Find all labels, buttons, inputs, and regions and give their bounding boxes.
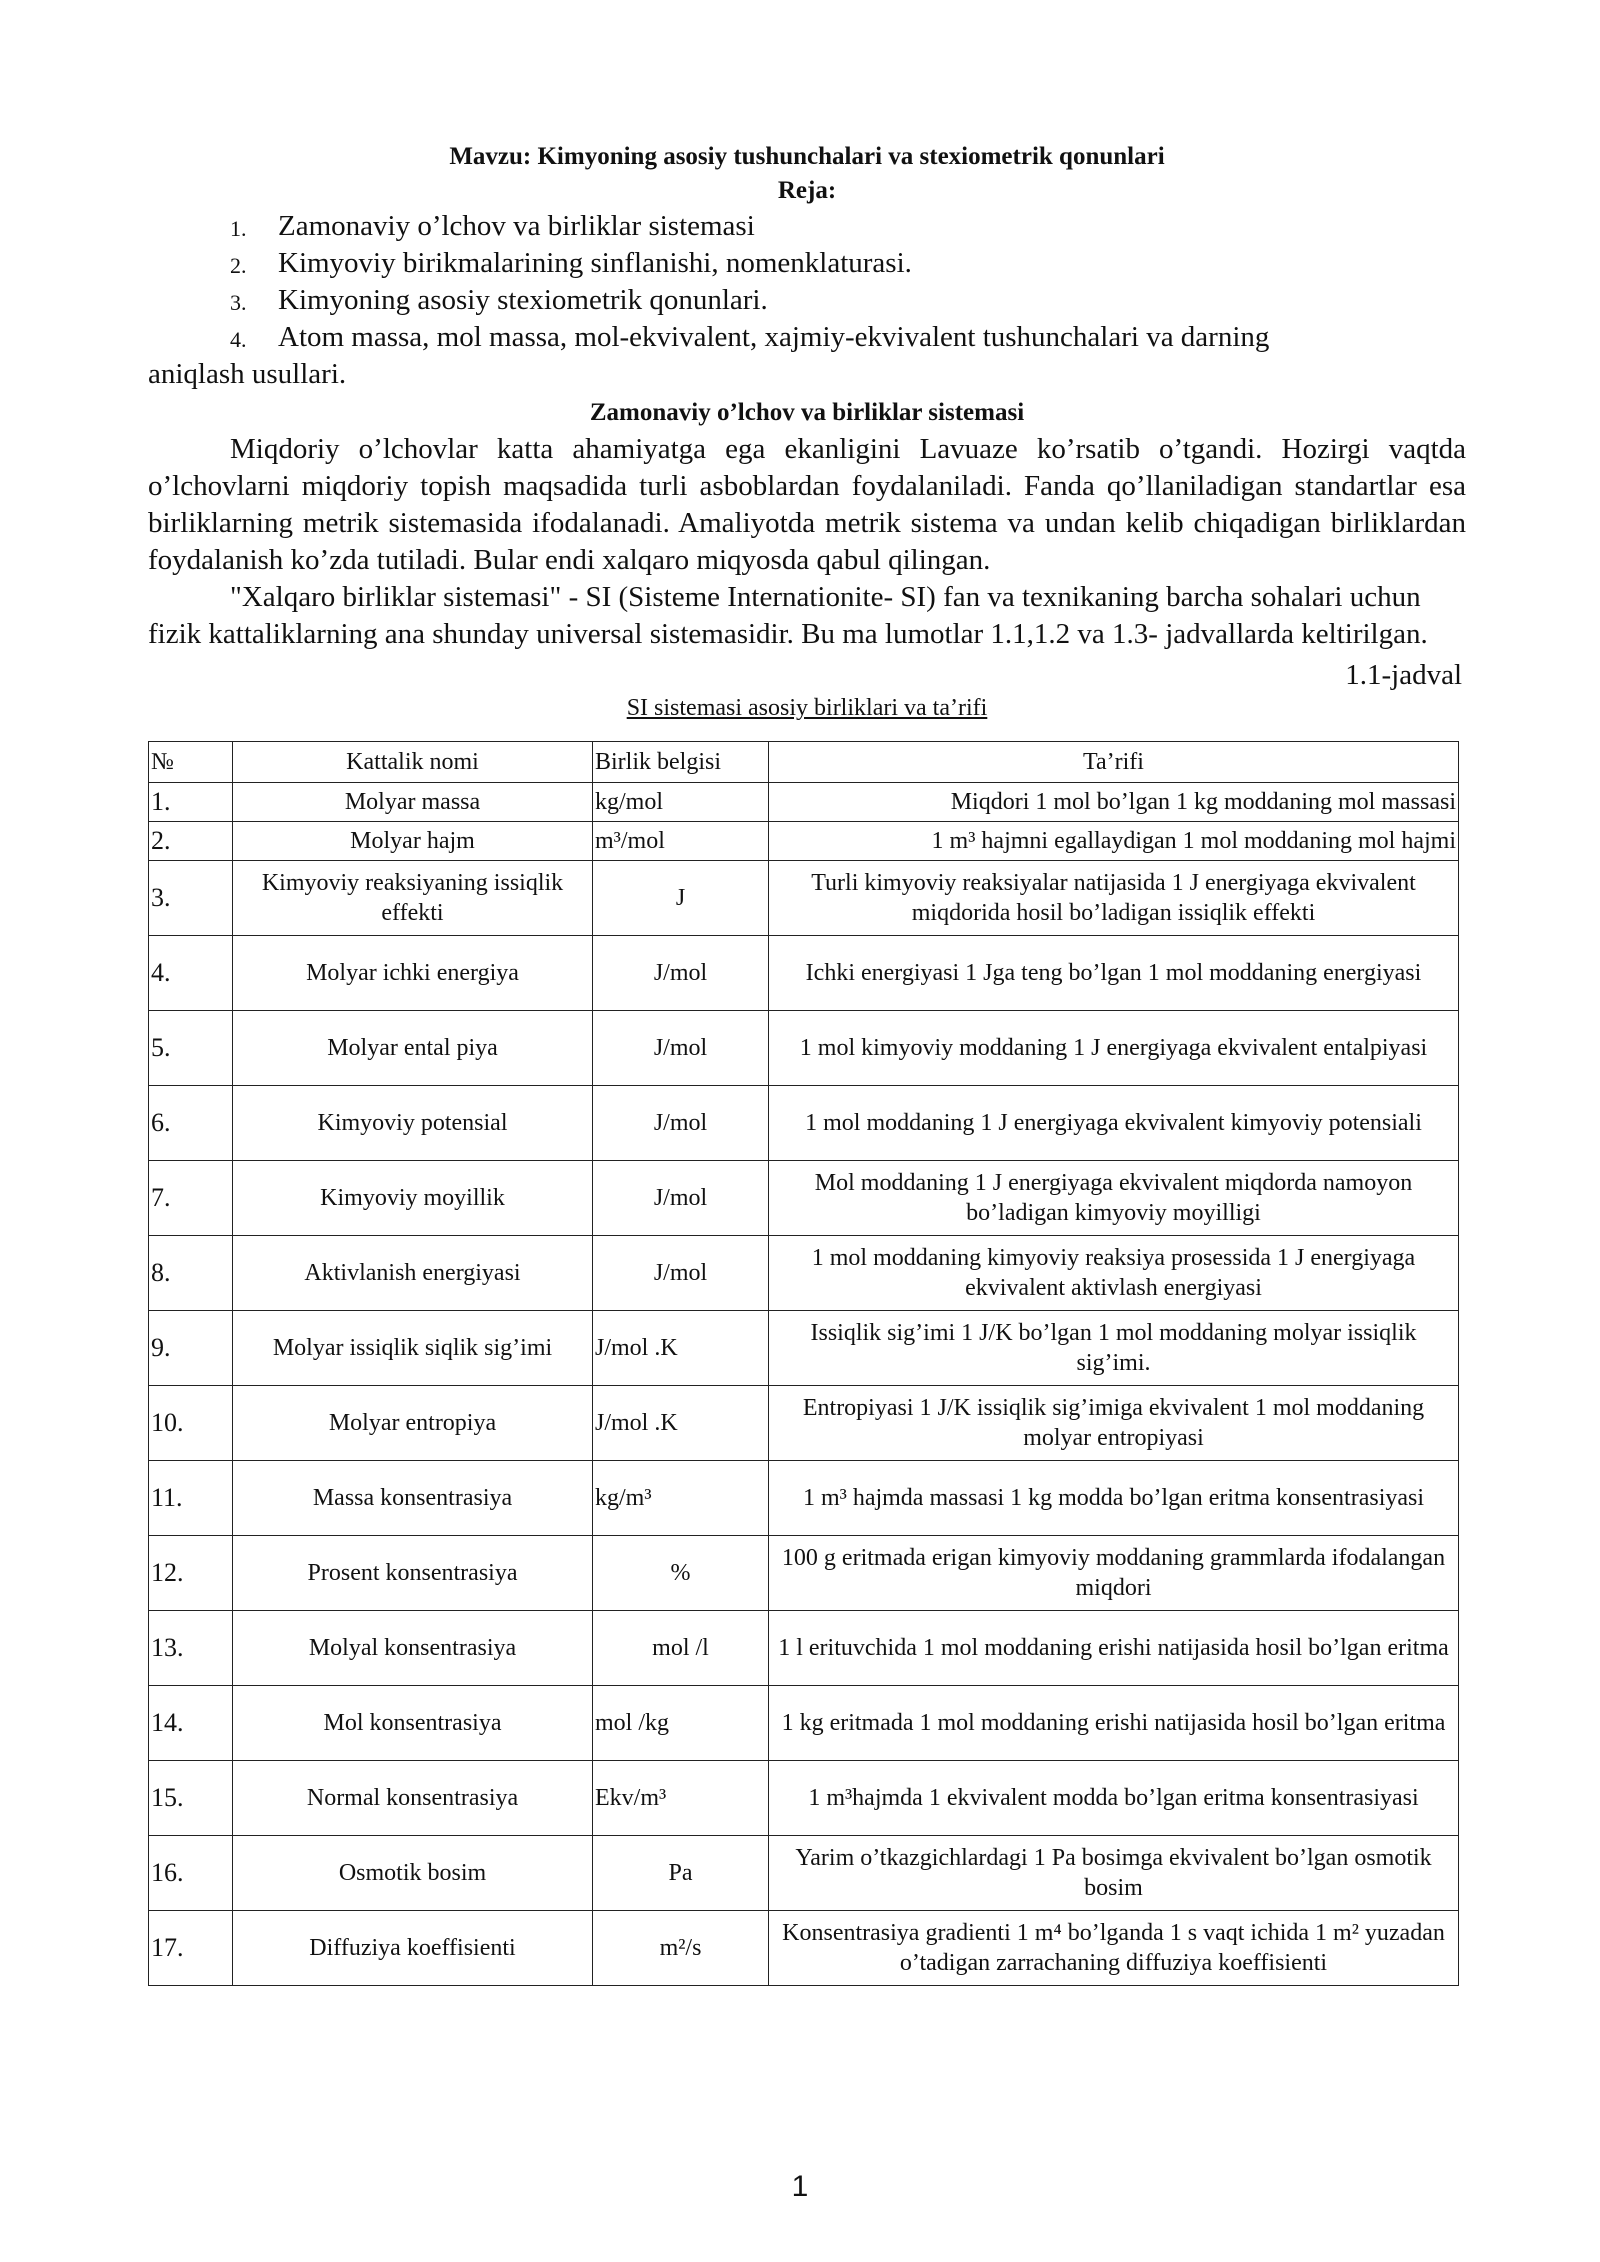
page-number: 1 <box>791 2170 809 2203</box>
row-number: 9. <box>149 1311 233 1386</box>
definition: Turli kimyoviy reaksiyalar natijasida 1 J energiyaga ekvivalent miqdorida hosil bo’ladigan issiqlik effekti <box>769 861 1459 936</box>
definition: 1 m³ hajmda massasi 1 kg modda bo’lgan eritma konsentrasiyasi <box>769 1461 1459 1536</box>
table-row <box>149 1836 1459 1911</box>
table-row <box>149 1011 1459 1086</box>
plan-item-number: 2. <box>230 253 247 278</box>
paragraph: Miqdoriy o’lchovlar katta ahamiyatga ega ekanligini Lavuaze ko’rsatib o’tgandi. Hozirgi vaqtda o’lchovlarni miqdoriy topish maqsadida turli asboblardan foydalaniladi. Fanda qo’llaniladigan standartlar esa birliklarning metrik sistemasida ifodalanadi. Amaliyotda metrik sistema va undan kelib chiqadigan birliklardan foydalanish ko’zda tutiladi. Bular endi xalqaro miqyosda qabul qilingan. <box>148 433 1466 576</box>
quantity-name: Osmotik bosim <box>233 1836 593 1911</box>
plan-item-text: Zamonaviy o’lchov va birliklar sistemasi <box>278 210 755 242</box>
table-header-row <box>149 742 1459 783</box>
row-number: 15. <box>149 1761 233 1836</box>
plan-item <box>148 208 1466 245</box>
plan-item-number: 3. <box>230 290 247 315</box>
table-row <box>149 822 1459 861</box>
table-row <box>149 1461 1459 1536</box>
plan-item-continuation: aniqlash usullari. <box>148 358 347 390</box>
column-header: № <box>149 742 233 783</box>
definition: 1 mol kimyoviy moddaning 1 J energiyaga ekvivalent entalpiyasi <box>769 1011 1459 1086</box>
row-number: 14. <box>149 1686 233 1761</box>
plan-item-number: 4. <box>230 327 247 352</box>
definition: Konsentrasiya gradienti 1 m⁴ bo’lganda 1 s vaqt ichida 1 m² yuzadan o’tadigan zarrachaning diffuziya koeffisienti <box>769 1911 1459 1986</box>
plan-item <box>148 282 1466 319</box>
unit-symbol: J <box>593 861 769 936</box>
quantity-name: Aktivlanish energiyasi <box>233 1236 593 1311</box>
table-row <box>149 783 1459 822</box>
plan-item-text: Kimyoning asosiy stexiometrik qonunlari. <box>278 284 768 316</box>
row-number: 8. <box>149 1236 233 1311</box>
row-number: 12. <box>149 1536 233 1611</box>
quantity-name: Molyal konsentrasiya <box>233 1611 593 1686</box>
plan-item <box>148 245 1466 282</box>
table-number: 1.1-jadval <box>1345 659 1462 691</box>
table-row <box>149 1161 1459 1236</box>
row-number: 13. <box>149 1611 233 1686</box>
row-number: 4. <box>149 936 233 1011</box>
section-heading: Zamonaviy o’lchov va birliklar sistemasi <box>589 399 1025 426</box>
si-units-table <box>148 741 1459 1986</box>
table-row <box>149 1611 1459 1686</box>
quantity-name: Normal konsentrasiya <box>233 1761 593 1836</box>
column-header: Birlik belgisi <box>593 742 769 783</box>
definition: Ichki energiyasi 1 Jga teng bo’lgan 1 mol moddaning energiyasi <box>769 936 1459 1011</box>
plan-item <box>148 319 1466 393</box>
table-row <box>149 1911 1459 1986</box>
definition: 1 m³ hajmni egallaydigan 1 mol moddaning mol hajmi <box>769 822 1459 861</box>
table-row <box>149 1236 1459 1311</box>
unit-symbol: J/mol .K <box>593 1386 769 1461</box>
unit-symbol: % <box>593 1536 769 1611</box>
table-row <box>149 1686 1459 1761</box>
unit-symbol: kg/mol <box>593 783 769 822</box>
definition: 1 kg eritmada 1 mol moddaning erishi natijasida hosil bo’lgan eritma <box>769 1686 1459 1761</box>
unit-symbol: m²/s <box>593 1911 769 1986</box>
plan-item-text: Kimyoviy birikmalarining sinflanishi, nomenklaturasi. <box>278 247 912 279</box>
plan-heading: Reja: <box>777 177 837 204</box>
unit-symbol: m³/mol <box>593 822 769 861</box>
column-header: Ta’rifi <box>769 742 1459 783</box>
definition: Issiqlik sig’imi 1 J/K bo’lgan 1 mol moddaning molyar issiqlik sig’imi. <box>769 1311 1459 1386</box>
table-row <box>149 1761 1459 1836</box>
paragraph: "Xalqaro birliklar sistemasi" - SI (Sisteme Internationite- SI) fan va texnikaning barcha sohalari uchun fizik kattaliklarning ana shunday universal sistemasidir. Bu ma lumotlar 1.1,1.2 va 1.3- jadvallarda keltirilgan. <box>148 581 1428 650</box>
row-number: 7. <box>149 1161 233 1236</box>
unit-symbol: J/mol <box>593 1161 769 1236</box>
row-number: 16. <box>149 1836 233 1911</box>
unit-symbol: J/mol <box>593 1086 769 1161</box>
table-row <box>149 1386 1459 1461</box>
quantity-name: Molyar hajm <box>233 822 593 861</box>
row-number: 10. <box>149 1386 233 1461</box>
quantity-name: Kimyoviy reaksiyaning issiqlik effekti <box>233 861 593 936</box>
row-number: 3. <box>149 861 233 936</box>
quantity-name: Diffuziya koeffisienti <box>233 1911 593 1986</box>
row-number: 6. <box>149 1086 233 1161</box>
quantity-name: Mol konsentrasiya <box>233 1686 593 1761</box>
table-row <box>149 936 1459 1011</box>
definition: Yarim o’tkazgichlardagi 1 Pa bosimga ekvivalent bo’lgan osmotik bosim <box>769 1836 1459 1911</box>
unit-symbol: Ekv/m³ <box>593 1761 769 1836</box>
unit-symbol: J/mol <box>593 936 769 1011</box>
plan-list <box>148 208 1466 393</box>
definition: Miqdori 1 mol bo’lgan 1 kg moddaning mol massasi <box>769 783 1459 822</box>
unit-symbol: J/mol <box>593 1011 769 1086</box>
unit-symbol: Pa <box>593 1836 769 1911</box>
definition: 1 l erituvchida 1 mol moddaning erishi natijasida hosil bo’lgan eritma <box>769 1611 1459 1686</box>
row-number: 5. <box>149 1011 233 1086</box>
quantity-name: Kimyoviy moyillik <box>233 1161 593 1236</box>
definition: 1 mol moddaning 1 J energiyaga ekvivalent kimyoviy potensiali <box>769 1086 1459 1161</box>
definition: 1 m³hajmda 1 ekvivalent modda bo’lgan eritma konsentrasiyasi <box>769 1761 1459 1836</box>
unit-symbol: J/mol .K <box>593 1311 769 1386</box>
quantity-name: Massa konsentrasiya <box>233 1461 593 1536</box>
unit-symbol: mol /kg <box>593 1686 769 1761</box>
quantity-name: Molyar issiqlik siqlik sig’imi <box>233 1311 593 1386</box>
document-page <box>148 140 1466 1986</box>
row-number: 17. <box>149 1911 233 1986</box>
row-number: 2. <box>149 822 233 861</box>
table-row <box>149 861 1459 936</box>
table-row <box>149 1536 1459 1611</box>
unit-symbol: kg/m³ <box>593 1461 769 1536</box>
table-row <box>149 1086 1459 1161</box>
quantity-name: Molyar ichki energiya <box>233 936 593 1011</box>
table-caption: SI sistemasi asosiy birliklari va ta’rifi <box>626 695 988 721</box>
quantity-name: Kimyoviy potensial <box>233 1086 593 1161</box>
definition: Entropiyasi 1 J/K issiqlik sig’imiga ekvivalent 1 mol moddaning molyar entropiyasi <box>769 1386 1459 1461</box>
row-number: 1. <box>149 783 233 822</box>
quantity-name: Molyar ental piya <box>233 1011 593 1086</box>
column-header: Kattalik nomi <box>233 742 593 783</box>
document-title: Mavzu: Kimyoning asosiy tushunchalari va stexiometrik qonunlari <box>449 143 1165 170</box>
plan-item-number: 1. <box>230 216 247 241</box>
quantity-name: Molyar massa <box>233 783 593 822</box>
row-number: 11. <box>149 1461 233 1536</box>
definition: Mol moddaning 1 J energiyaga ekvivalent miqdorda namoyon bo’ladigan kimyoviy moyilligi <box>769 1161 1459 1236</box>
definition: 1 mol moddaning kimyoviy reaksiya prosessida 1 J energiyaga ekvivalent aktivlash energiyasi <box>769 1236 1459 1311</box>
quantity-name: Prosent konsentrasiya <box>233 1536 593 1611</box>
definition: 100 g eritmada erigan kimyoviy moddaning grammlarda ifodalangan miqdori <box>769 1536 1459 1611</box>
quantity-name: Molyar entropiya <box>233 1386 593 1461</box>
unit-symbol: mol /l <box>593 1611 769 1686</box>
table-row <box>149 1311 1459 1386</box>
plan-item-text: Atom massa, mol massa, mol-ekvivalent, xajmiy-ekvivalent tushunchalari va darning <box>278 321 1270 353</box>
unit-symbol: J/mol <box>593 1236 769 1311</box>
